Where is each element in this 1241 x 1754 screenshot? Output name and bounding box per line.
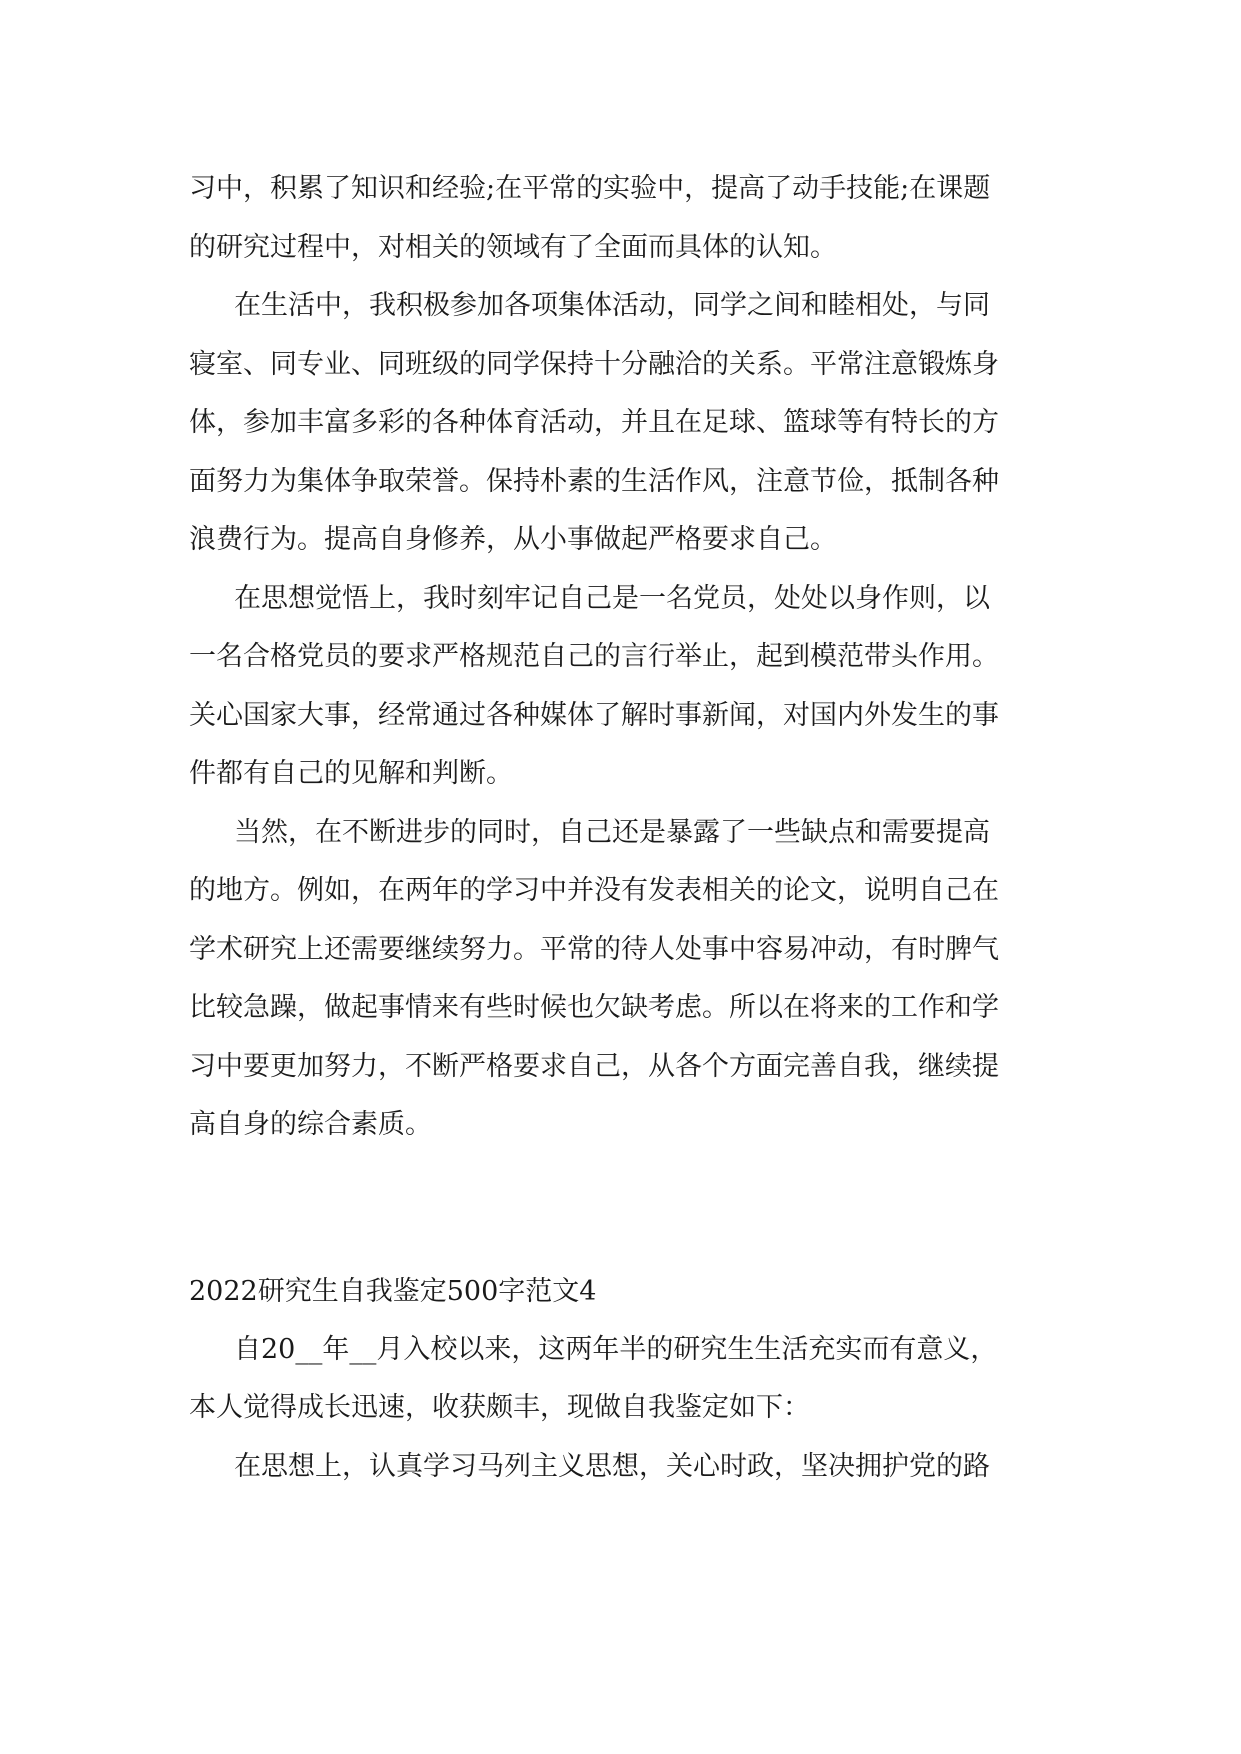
text-line: 在思想觉悟上，我时刻牢记自己是一名党员，处处以身作则，以 bbox=[234, 582, 990, 614]
paragraph-5 bbox=[189, 1321, 1056, 1438]
text-line: 习中要更加努力，不断严格要求自己，从各个方面完善自我，继续提 bbox=[189, 1050, 999, 1082]
text-line: 高自身的综合素质。 bbox=[189, 1109, 432, 1140]
text-line: 学术研究上还需要继续努力。平常的待人处事中容易冲动，有时脾气 bbox=[189, 933, 999, 965]
section-heading: 2022研究生自我鉴定500字范文4 bbox=[189, 1275, 597, 1307]
section-spacer bbox=[189, 1155, 1056, 1263]
text-line: 的地方。例如，在两年的学习中并没有发表相关的论文，说明自己在 bbox=[189, 875, 999, 906]
paragraph-3 bbox=[189, 570, 1056, 804]
paragraph-1 bbox=[189, 160, 1056, 277]
paragraph-6 bbox=[189, 1438, 1056, 1497]
text-line: 在生活中，我积极参加各项集体活动，同学之间和睦相处，与同 bbox=[234, 290, 990, 321]
text-line: 关心国家大事，经常通过各种媒体了解时事新闻，对国内外发生的事 bbox=[189, 699, 999, 731]
text-line: 习中，积累了知识和经验;在平常的实验中，提高了动手技能;在课题 bbox=[189, 173, 991, 204]
text-line: 面努力为集体争取荣誉。保持朴素的生活作风，注意节俭，抵制各种 bbox=[189, 465, 999, 497]
text-line: 件都有自己的见解和判断。 bbox=[189, 758, 513, 789]
text-line: 一名合格党员的要求严格规范自己的言行举止，起到模范带头作用。 bbox=[189, 641, 999, 672]
text-line: 寝室、同专业、同班级的同学保持十分融洽的关系。平常注意锻炼身 bbox=[189, 348, 999, 380]
text-line: 体，参加丰富多彩的各种体育活动，并且在足球、篮球等有特长的方 bbox=[189, 407, 999, 438]
text-line: 当然，在不断进步的同时，自己还是暴露了一些缺点和需要提高 bbox=[234, 816, 990, 848]
text-line: 本人觉得成长迅速，收获颇丰，现做自我鉴定如下： bbox=[189, 1392, 810, 1423]
paragraph-4 bbox=[189, 804, 1056, 1155]
document-page bbox=[189, 160, 1056, 1496]
text-line: 在思想上，认真学习马列主义思想，关心时政，坚决拥护党的路 bbox=[234, 1450, 990, 1482]
text-line: 的研究过程中，对相关的领域有了全面而具体的认知。 bbox=[189, 231, 837, 263]
text-line: 浪费行为。提高自身修养，从小事做起严格要求自己。 bbox=[189, 524, 837, 555]
text-line: 比较急躁，做起事情来有些时候也欠缺考虑。所以在将来的工作和学 bbox=[189, 992, 999, 1023]
paragraph-2 bbox=[189, 277, 1056, 570]
text-line: 自20__年__月入校以来，这两年半的研究生生活充实而有意义， bbox=[234, 1333, 998, 1365]
